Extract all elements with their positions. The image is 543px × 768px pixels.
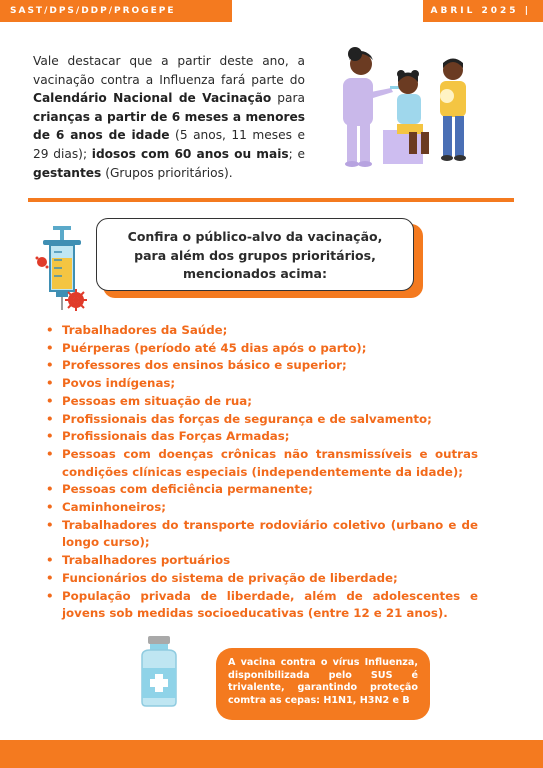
list-item: • Profissionais das forças de segurança e de salvamento;: [46, 411, 478, 429]
intro-text-3: (5 anos, 11 meses e 29 dias);: [33, 128, 305, 161]
list-item: • Povos indígenas;: [46, 375, 478, 393]
callout-line-1: Confira o público-alvo da vacinação,: [127, 229, 383, 244]
list-item: • Caminhoneiros;: [46, 499, 478, 517]
intro-text-1: Vale destacar que a partir deste ano, a vacinação contra a Influenza fará parte do: [33, 54, 305, 87]
target-audience-callout: [96, 218, 414, 291]
intro-bold-2: crianças a partir de 6 meses a menores de 6 anos de idade: [33, 109, 305, 143]
footer-bar: [0, 740, 543, 768]
list-item: • População privada de liberdade, além de adolescentes e jovens sob medidas socioeducativas (entre 12 e 21 anos).: [46, 588, 478, 623]
list-item: • Trabalhadores da Saúde;: [46, 322, 478, 340]
intro-paragraph: [33, 52, 305, 182]
vaccine-vial-icon: [134, 636, 184, 708]
list-item: • Trabalhadores portuários: [46, 552, 478, 570]
callout-line-3: mencionados acima:: [183, 266, 327, 281]
list-item: • Pessoas com doenças crônicas não transmissíveis e outras condições clínicas especiais (independentemente da idade);: [46, 446, 478, 481]
intro-text-5: (Grupos prioritários).: [101, 165, 233, 180]
list-item: • Profissionais das Forças Armadas;: [46, 428, 478, 446]
header-department: SAST/DPS/DDP/PROGEPE: [0, 0, 232, 22]
list-item: • Professores dos ensinos básico e superior;: [46, 357, 478, 375]
intro-bold-1: Calendário Nacional de Vacinação: [33, 91, 272, 106]
list-item: • Pessoas em situação de rua;: [46, 393, 478, 411]
callout-line-2: para além dos grupos prioritários,: [134, 247, 376, 263]
list-item: • Funcionários do sistema de privação de liberdade;: [46, 570, 478, 588]
list-item: • Pessoas com deficiência permanente;: [46, 481, 478, 499]
header-date: ABRIL 2025 |: [423, 0, 543, 22]
section-divider: [28, 198, 514, 202]
header-bar: [0, 0, 543, 22]
vaccination-kids-illustration: [335, 44, 485, 172]
vaccine-info-note: A vacina contra o vírus Influenza, disponibilizada pelo SUS é trivalente, garantindo proteção comtra as cepas: H1N1, H3N2 e B: [216, 648, 430, 720]
intro-text-4: ; e: [288, 146, 305, 161]
intro-text-2: para: [271, 91, 305, 106]
list-item: • Trabalhadores do transporte rodoviário coletivo (urbano e de longo curso);: [46, 517, 478, 552]
target-groups-list: [46, 322, 478, 623]
list-item: • Puérperas (período até 45 dias após o parto);: [46, 340, 478, 358]
syringe-virus-icon: [34, 222, 90, 312]
intro-bold-4: gestantes: [33, 165, 102, 180]
intro-bold-3: idosos com 60 anos ou mais: [91, 146, 289, 161]
